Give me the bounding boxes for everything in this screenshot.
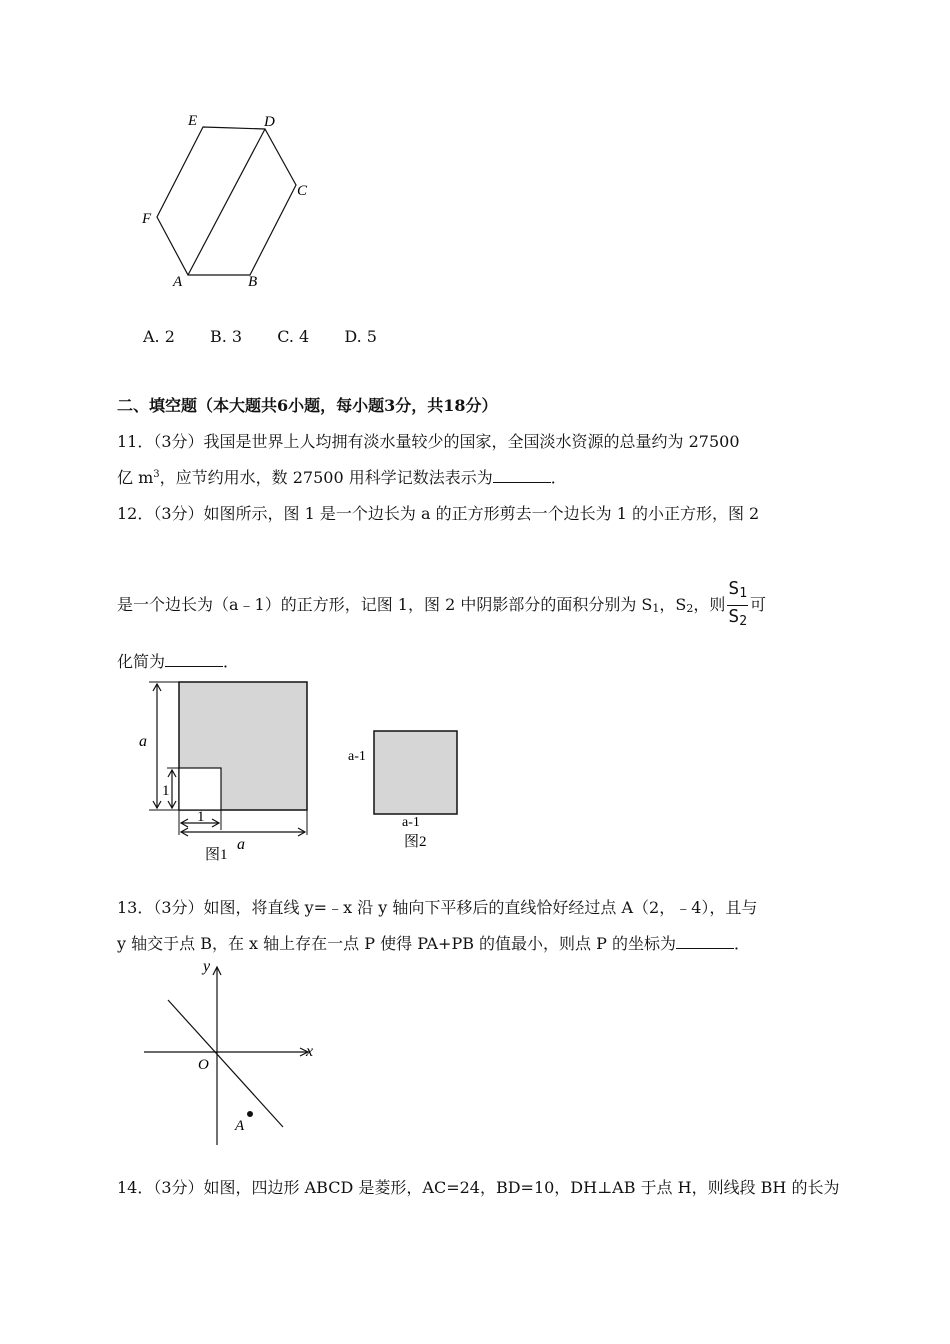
q14-line1: 14．（3分）如图，四边形 ABCD 是菱形，AC=24，BD=10，DH⊥AB 于点 H，则线段 BH 的长为: [117, 1178, 840, 1197]
label-y: y: [203, 958, 211, 975]
label-b: B: [248, 274, 258, 290]
line-y-neg-x: [168, 1000, 283, 1127]
q13-end: ．: [734, 934, 751, 953]
q11-sup: 3: [153, 469, 160, 480]
q12-line3: [117, 650, 239, 674]
q11-line2: [117, 466, 567, 490]
label-point-a: A: [235, 1118, 245, 1134]
q10-options: [143, 325, 407, 349]
q13-line2: [117, 932, 750, 956]
label-c: C: [297, 183, 308, 199]
q12-line2: [117, 578, 766, 633]
q13-text-a: y 轴交于点 B，在 x 轴上存在一点 P 使得 PA+PB 的值最小，则点 P 的坐标为: [117, 934, 676, 953]
label-d: D: [264, 114, 275, 130]
option-c: C. 4: [277, 327, 310, 346]
label-bottom-a-minus-1: a-1: [402, 815, 420, 830]
option-b: B. 3: [210, 327, 243, 346]
label-origin: O: [198, 1057, 209, 1073]
section2-heading: 二、填空题（本大题共6小题，每小题3分，共18分）: [117, 396, 498, 415]
label-left-a-minus-1: a-1: [348, 749, 366, 764]
q11-line1: 11．（3分）我国是世界上人均拥有淡水量较少的国家，全国淡水资源的总量约为 27500: [117, 432, 740, 451]
option-a: A. 2: [143, 327, 175, 346]
q12-sub1: 1: [652, 602, 660, 615]
q12-text-b: ，S: [659, 595, 687, 614]
q13-graph: [140, 955, 330, 1150]
fraction-numerator: $S_1$: [727, 578, 748, 606]
square-a-minus-1: [374, 731, 457, 814]
q12-sub2: 2: [686, 602, 694, 615]
q12-end: ．: [223, 652, 240, 671]
label-a: A: [173, 274, 183, 290]
hexagon-figure: [130, 105, 330, 300]
q11-text-b: ，应节约用水，数 27500 用科学记数法表示为: [159, 468, 493, 487]
q12-fraction: [727, 578, 748, 633]
hexagon-diagonal-ad: [188, 129, 265, 275]
q12-text-d: 可: [750, 595, 767, 614]
label-a-bottom: a: [237, 836, 245, 853]
q11-text-a: 亿 m: [117, 468, 154, 487]
q12-figure2: [340, 720, 480, 855]
q12-text-a: 是一个边长为（a﹣1）的正方形，记图 1，图 2 中阴影部分的面积分别为 S: [117, 595, 653, 614]
q11-answer-blank[interactable]: [493, 468, 551, 483]
label-f: F: [142, 211, 152, 227]
q13-answer-blank[interactable]: [676, 934, 734, 949]
label-e: E: [188, 113, 198, 129]
q12-line1: 12．（3分）如图所示，图 1 是一个边长为 a 的正方形剪去一个边长为 1 的小正方形，图 2: [117, 504, 760, 523]
label-x: x: [306, 1043, 314, 1060]
fig2-caption: 图2: [404, 834, 427, 850]
option-d: D. 5: [344, 327, 377, 346]
q13-line1: 13．（3分）如图，将直线 y=﹣x 沿 y 轴向下平移后的直线恰好经过点 A（2，﹣4），且与: [117, 898, 758, 917]
cut-small-square: [179, 768, 221, 810]
label-1-left: 1: [162, 783, 170, 799]
q12-answer-blank[interactable]: [165, 652, 223, 667]
q12-figure1: [135, 675, 325, 865]
point-a: [247, 1111, 253, 1117]
fraction-denominator: $S_2$: [728, 606, 748, 629]
q11-end: ．: [550, 468, 567, 487]
q12-text-e: 化简为: [117, 652, 166, 671]
label-a-left: a: [139, 733, 147, 750]
fig1-caption: 图1: [205, 847, 228, 863]
label-1-bottom: 1: [197, 809, 205, 825]
q12-text-c: ，则: [693, 595, 726, 614]
